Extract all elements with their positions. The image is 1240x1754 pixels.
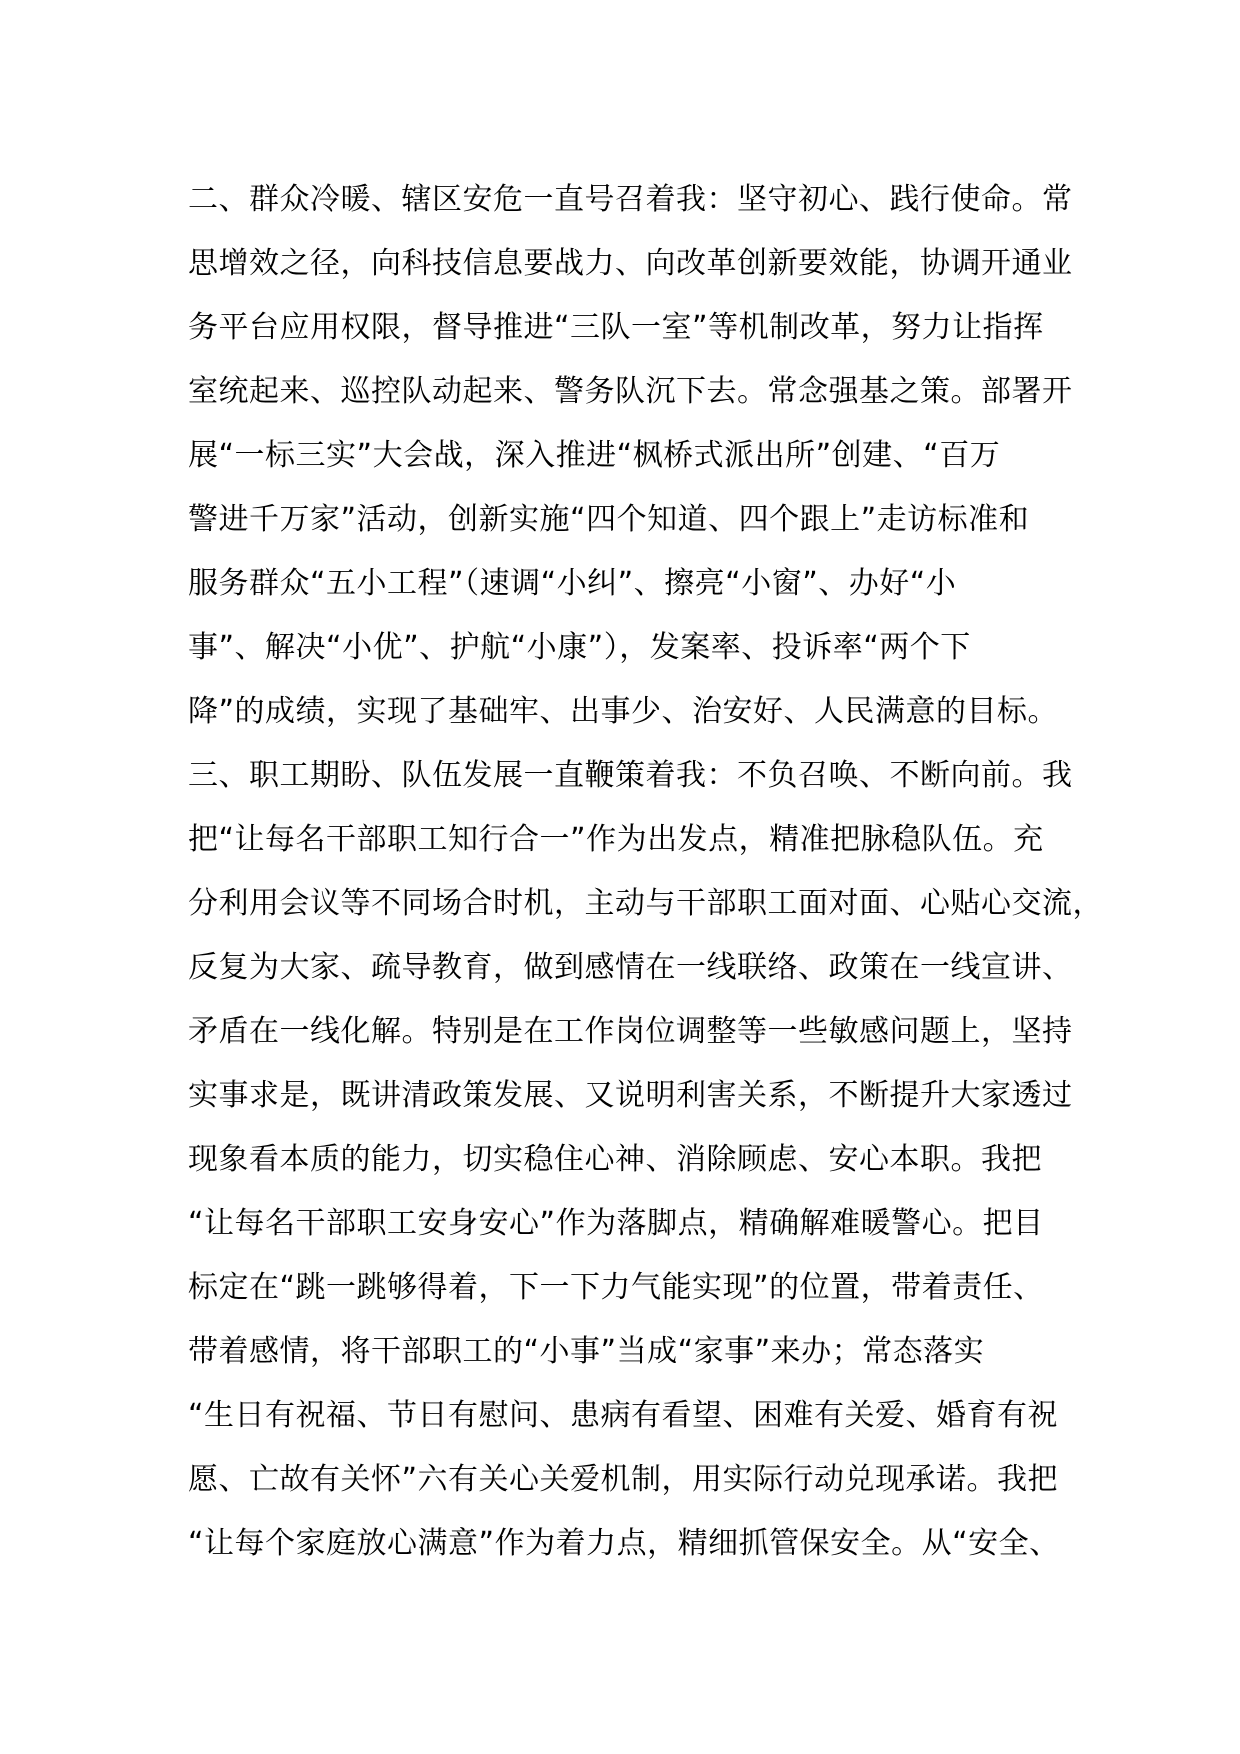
text-line: “生日有祝福、节日有慰问、患病有看望、困难有关爱、婚育有祝: [188, 1398, 1059, 1433]
text-line: “让每个家庭放心满意”作为着力点，精细抓管保安全。从“安全、: [188, 1526, 1060, 1561]
text-line: 现象看本质的能力，切实稳住心神、消除顾虑、安心本职。我把: [188, 1142, 1042, 1177]
text-line: 服务群众“五小工程”（速调“小纠”、擦亮“小窗”、办好“小: [188, 566, 957, 601]
text-line: 矛盾在一线化解。特别是在工作岗位调整等一些敏感问题上，坚持: [188, 1014, 1073, 1049]
body-text: [188, 168, 1103, 1576]
text-line: 实事求是，既讲清政策发展、又说明利害关系，不断提升大家透过: [188, 1078, 1073, 1113]
text-line: 二、群众冷暖、辖区安危一直号召着我：坚守初心、践行使命。常: [188, 182, 1073, 217]
text-line: 室统起来、巡控队动起来、警务队沉下去。常念强基之策。部署开: [188, 374, 1073, 409]
text-line: 标定在“跳一跳够得着，下一下力气能实现”的位置，带着责任、: [188, 1270, 1044, 1305]
text-line: 带着感情，将干部职工的“小事”当成“家事”来办；常态落实: [188, 1334, 985, 1369]
text-line: 反复为大家、疏导教育，做到感情在一线联络、政策在一线宣讲、: [188, 950, 1073, 985]
text-line: 展“一标三实”大会战，深入推进“枫桥式派出所”创建、“百万: [188, 438, 1001, 473]
text-line: 思增效之径，向科技信息要战力、向改革创新要效能，协调开通业: [188, 246, 1073, 281]
text-line: 愿、亡故有关怀”六有关心关爱机制，用实际行动兑现承诺。我把: [188, 1462, 1059, 1497]
text-line: 分利用会议等不同场合时机，主动与干部职工面对面、心贴心交流，: [188, 886, 1103, 921]
text-line: 警进千万家”活动，创新实施“四个知道、四个跟上”走访标准和: [188, 502, 1030, 537]
text-line: 事”、解决“小优”、护航“小康”），发案率、投诉率“两个下: [188, 630, 971, 665]
text-line: 务平台应用权限，督导推进“三队一室”等机制改革，努力让指挥: [188, 310, 1044, 345]
text-line: 三、职工期盼、队伍发展一直鞭策着我：不负召唤、不断向前。我: [188, 758, 1073, 793]
text-line: “让每名干部职工安身安心”作为落脚点，精确解难暖警心。把目: [188, 1206, 1044, 1241]
text-line: 降”的成绩，实现了基础牢、出事少、治安好、人民满意的目标。: [188, 694, 1059, 729]
text-line: 把“让每名干部职工知行合一”作为出发点，精准把脉稳队伍。充: [188, 822, 1044, 857]
